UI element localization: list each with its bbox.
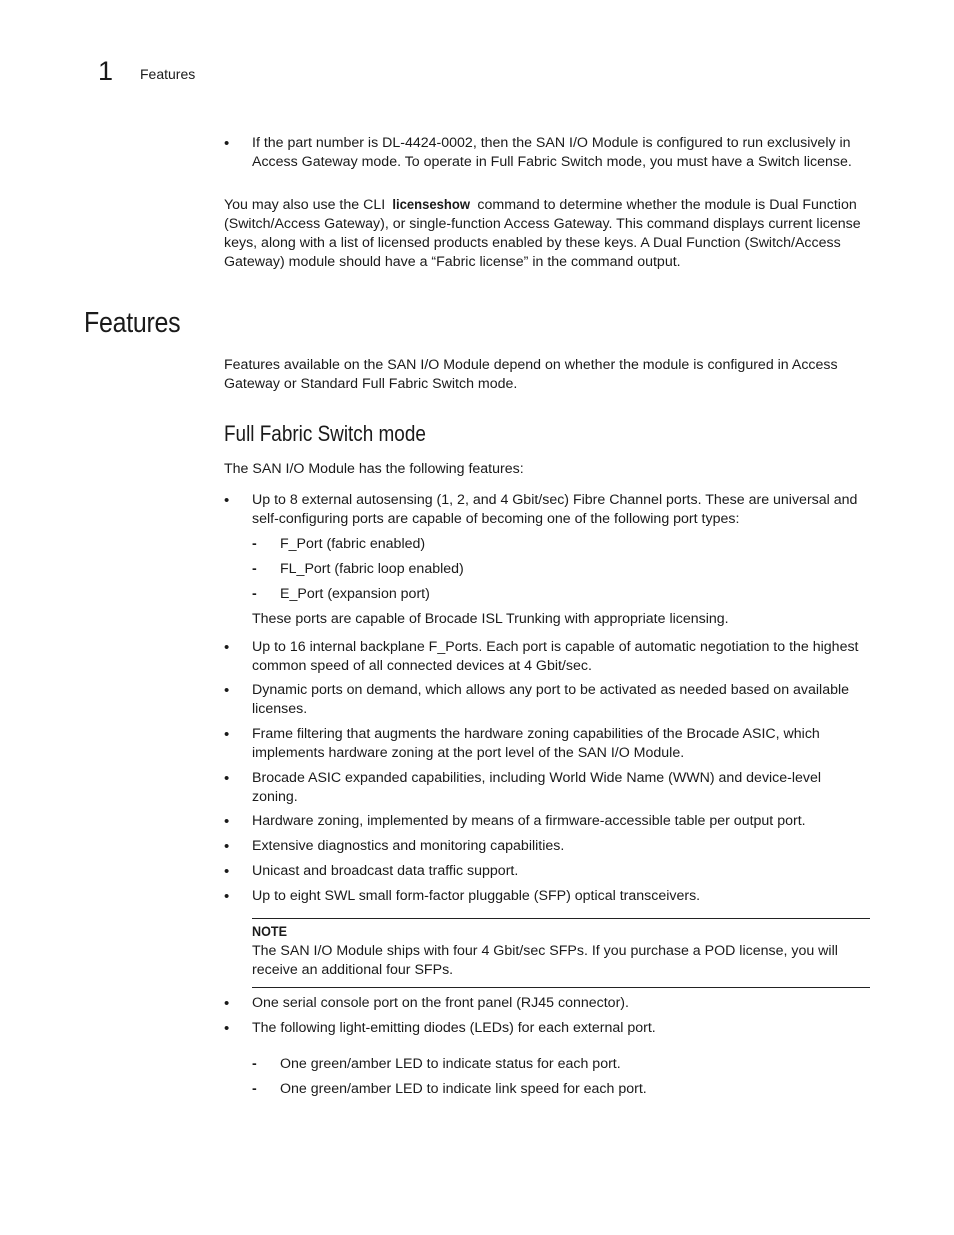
sub-list-item-text: One green/amber LED to indicate status for each port.: [280, 1056, 621, 1072]
dash-icon: -: [252, 536, 257, 552]
bullet-icon: [224, 134, 244, 154]
list-item: [224, 638, 870, 676]
bullet-icon: [224, 1019, 244, 1039]
cli-paragraph-text-after: command to determine whether the module is Dual Function (Switch/Access Gateway), or single-function Access Gateway. This command displays current license keys, along with a list of licensed products enabled by these keys. A Dual Function (Switch/Access Gateway) module should have a “Fabric license” in the command output.: [224, 197, 861, 270]
cli-paragraph: [224, 196, 872, 272]
list-item-text: The following light-emitting diodes (LEDs) for each external port.: [252, 1020, 656, 1036]
cli-command: licenseshow: [392, 197, 471, 213]
sub-list-item: [252, 560, 852, 579]
list-item-text: Up to eight SWL small form-factor pluggable (SFP) optical transceivers.: [252, 888, 701, 904]
list-item-text: Up to 16 internal backplane F_Ports. Each port is capable of automatic negotiation to the highest common speed of all connected devices at 4 Gbit/sec.: [252, 639, 859, 674]
list-item-text: Up to 8 external autosensing (1, 2, and 4 Gbit/sec) Fibre Channel ports. These are universal and self-configuring ports are capable of becoming one of the following port types:: [252, 492, 858, 527]
list-item: [224, 837, 870, 856]
note-label: NOTE: [252, 923, 288, 939]
dash-icon: -: [252, 1056, 257, 1072]
dash-icon: -: [252, 1081, 257, 1097]
bullet-icon: [224, 491, 244, 511]
list-item: [224, 862, 870, 881]
section-intro: Features available on the SAN I/O Module depend on whether the module is configured in Access Gateway or Standard Full Fabric Switch mode.: [224, 357, 838, 392]
bullet-icon: [224, 769, 244, 789]
sub-list-item-text: FL_Port (fabric loop enabled): [280, 561, 464, 577]
sub-list-item-text: F_Port (fabric enabled): [280, 536, 426, 552]
list-item: [224, 725, 870, 763]
note-text: The SAN I/O Module ships with four 4 Gbit/sec SFPs. If you purchase a POD license, you will receive an additional four SFPs.: [252, 943, 838, 978]
subsection-intro: The SAN I/O Module has the following features:: [224, 461, 524, 477]
list-item-text: If the part number is DL-4424-0002, then the SAN I/O Module is configured to run exclusively in Access Gateway mode. To operate in Full Fabric Switch mode, you must have a Switch license.: [252, 135, 852, 170]
list-item: [224, 769, 870, 807]
list-item-text: Frame filtering that augments the hardware zoning capabilities of the Brocade ASIC, which implements hardware zoning at the port level of the SAN I/O Module.: [252, 726, 820, 761]
sub-list-item: [252, 1055, 852, 1074]
trunking-note-text: These ports are capable of Brocade ISL Trunking with appropriate licensing.: [252, 611, 729, 627]
bullet-icon: [224, 638, 244, 658]
list-item: [224, 812, 870, 831]
list-item-text: Hardware zoning, implemented by means of a firmware-accessible table per output port.: [252, 813, 806, 829]
list-item-text: Unicast and broadcast data traffic support.: [252, 863, 519, 879]
bullet-icon: [224, 862, 244, 882]
list-item: [224, 887, 870, 906]
bullet-icon: [224, 725, 244, 745]
bullet-icon: [224, 837, 244, 857]
sub-list-item: [252, 1080, 852, 1099]
bullet-icon: [224, 681, 244, 701]
sub-list-item: [252, 585, 852, 604]
list-item-text: One serial console port on the front panel (RJ45 connector).: [252, 995, 629, 1011]
dash-icon: -: [252, 586, 257, 602]
bullet-icon: [224, 887, 244, 907]
list-item: [224, 491, 870, 529]
list-item-text: Extensive diagnostics and monitoring capabilities.: [252, 838, 565, 854]
list-item: [224, 134, 870, 172]
list-item-text: Dynamic ports on demand, which allows any port to be activated as needed based on available licenses.: [252, 682, 850, 717]
sub-list-item: [252, 535, 852, 554]
list-item: [224, 994, 870, 1013]
running-header-title: Features: [140, 66, 196, 82]
bullet-icon: [224, 812, 244, 832]
note-box: [252, 918, 870, 988]
list-item-text: Brocade ASIC expanded capabilities, including World Wide Name (WWN) and device-level zoning.: [252, 770, 822, 805]
list-item: [224, 681, 870, 719]
bullet-icon: [224, 994, 244, 1014]
chapter-number: 1: [98, 56, 114, 86]
sub-list-item-text: One green/amber LED to indicate link speed for each port.: [280, 1081, 647, 1097]
subsection-title: Full Fabric Switch mode: [224, 421, 426, 446]
list-item: [224, 1019, 870, 1038]
cli-paragraph-text-before: You may also use the CLI: [224, 197, 390, 213]
dash-icon: -: [252, 561, 257, 577]
sub-list-item-text: E_Port (expansion port): [280, 586, 430, 602]
section-title: Features: [84, 307, 181, 339]
